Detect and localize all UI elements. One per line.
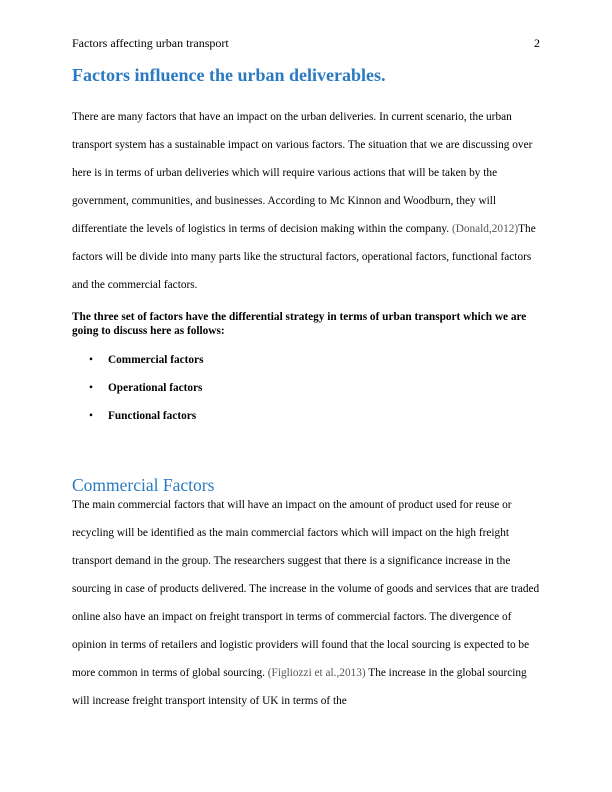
list-item [72,402,540,430]
citation-figliozzi: (Figliozzi et al.,2013) [267,667,366,679]
section-heading-commercial: Commercial Factors [72,475,215,495]
list-item [72,374,540,402]
list-item [72,346,540,374]
running-header [72,36,540,50]
bullet-icon: • [89,354,93,366]
paragraph-intro-text-b: The factors will be divide into many parts like the structural factors, operational factors, functional factors and the commercial factors. [72,223,536,291]
factor-list [72,346,540,430]
bold-intro-statement: The three set of factors have the differential strategy in terms of urban transport which we are going to discuss here as follows: [72,311,527,337]
paragraph-intro-text-a: There are many factors that have an impact on the urban deliveries. In current scenario, the urban transport system has a sustainable impact on various factors. The situation that we are discussing over here is in terms of urban deliveries which will require various actions that will be taken by the government, communities, and businesses. According to Mc Kinnon and Woodburn, they will differentiate the levels of logistics in terms of decision making within the company. [72,111,533,235]
citation-donald: (Donald,2012) [451,223,519,235]
paragraph-commercial-text-a: The main commercial factors that will have an impact on the amount of product used for reuse or recycling will be identified as the main commercial factors which will impact on the high freight transport demand in the group. The researchers suggest that there is a significance increase in the sourcing in case of products delivered. The increase in the volume of goods and services that are traded online also have an impact on freight transport in terms of commercial factors. The divergence of opinion in terms of retailers and logistic providers will found that the local sourcing is expected to be more common in terms of global sourcing. [72,499,540,679]
page-number: 2 [534,36,540,50]
running-title: Factors affecting urban transport [72,36,229,50]
paragraph-intro [72,103,540,299]
bullet-icon: • [89,410,93,422]
paragraph-commercial [72,491,540,715]
list-item-label: Functional factors [108,410,197,422]
list-item-label: Commercial factors [108,354,204,366]
section-heading-factors: Factors influence the urban deliverables. [72,65,386,85]
paragraph-commercial-text-b: The increase in the global sourcing will increase freight transport intensity of UK in terms of the [72,667,527,707]
list-item-label: Operational factors [108,382,203,394]
bullet-icon: • [89,382,93,394]
